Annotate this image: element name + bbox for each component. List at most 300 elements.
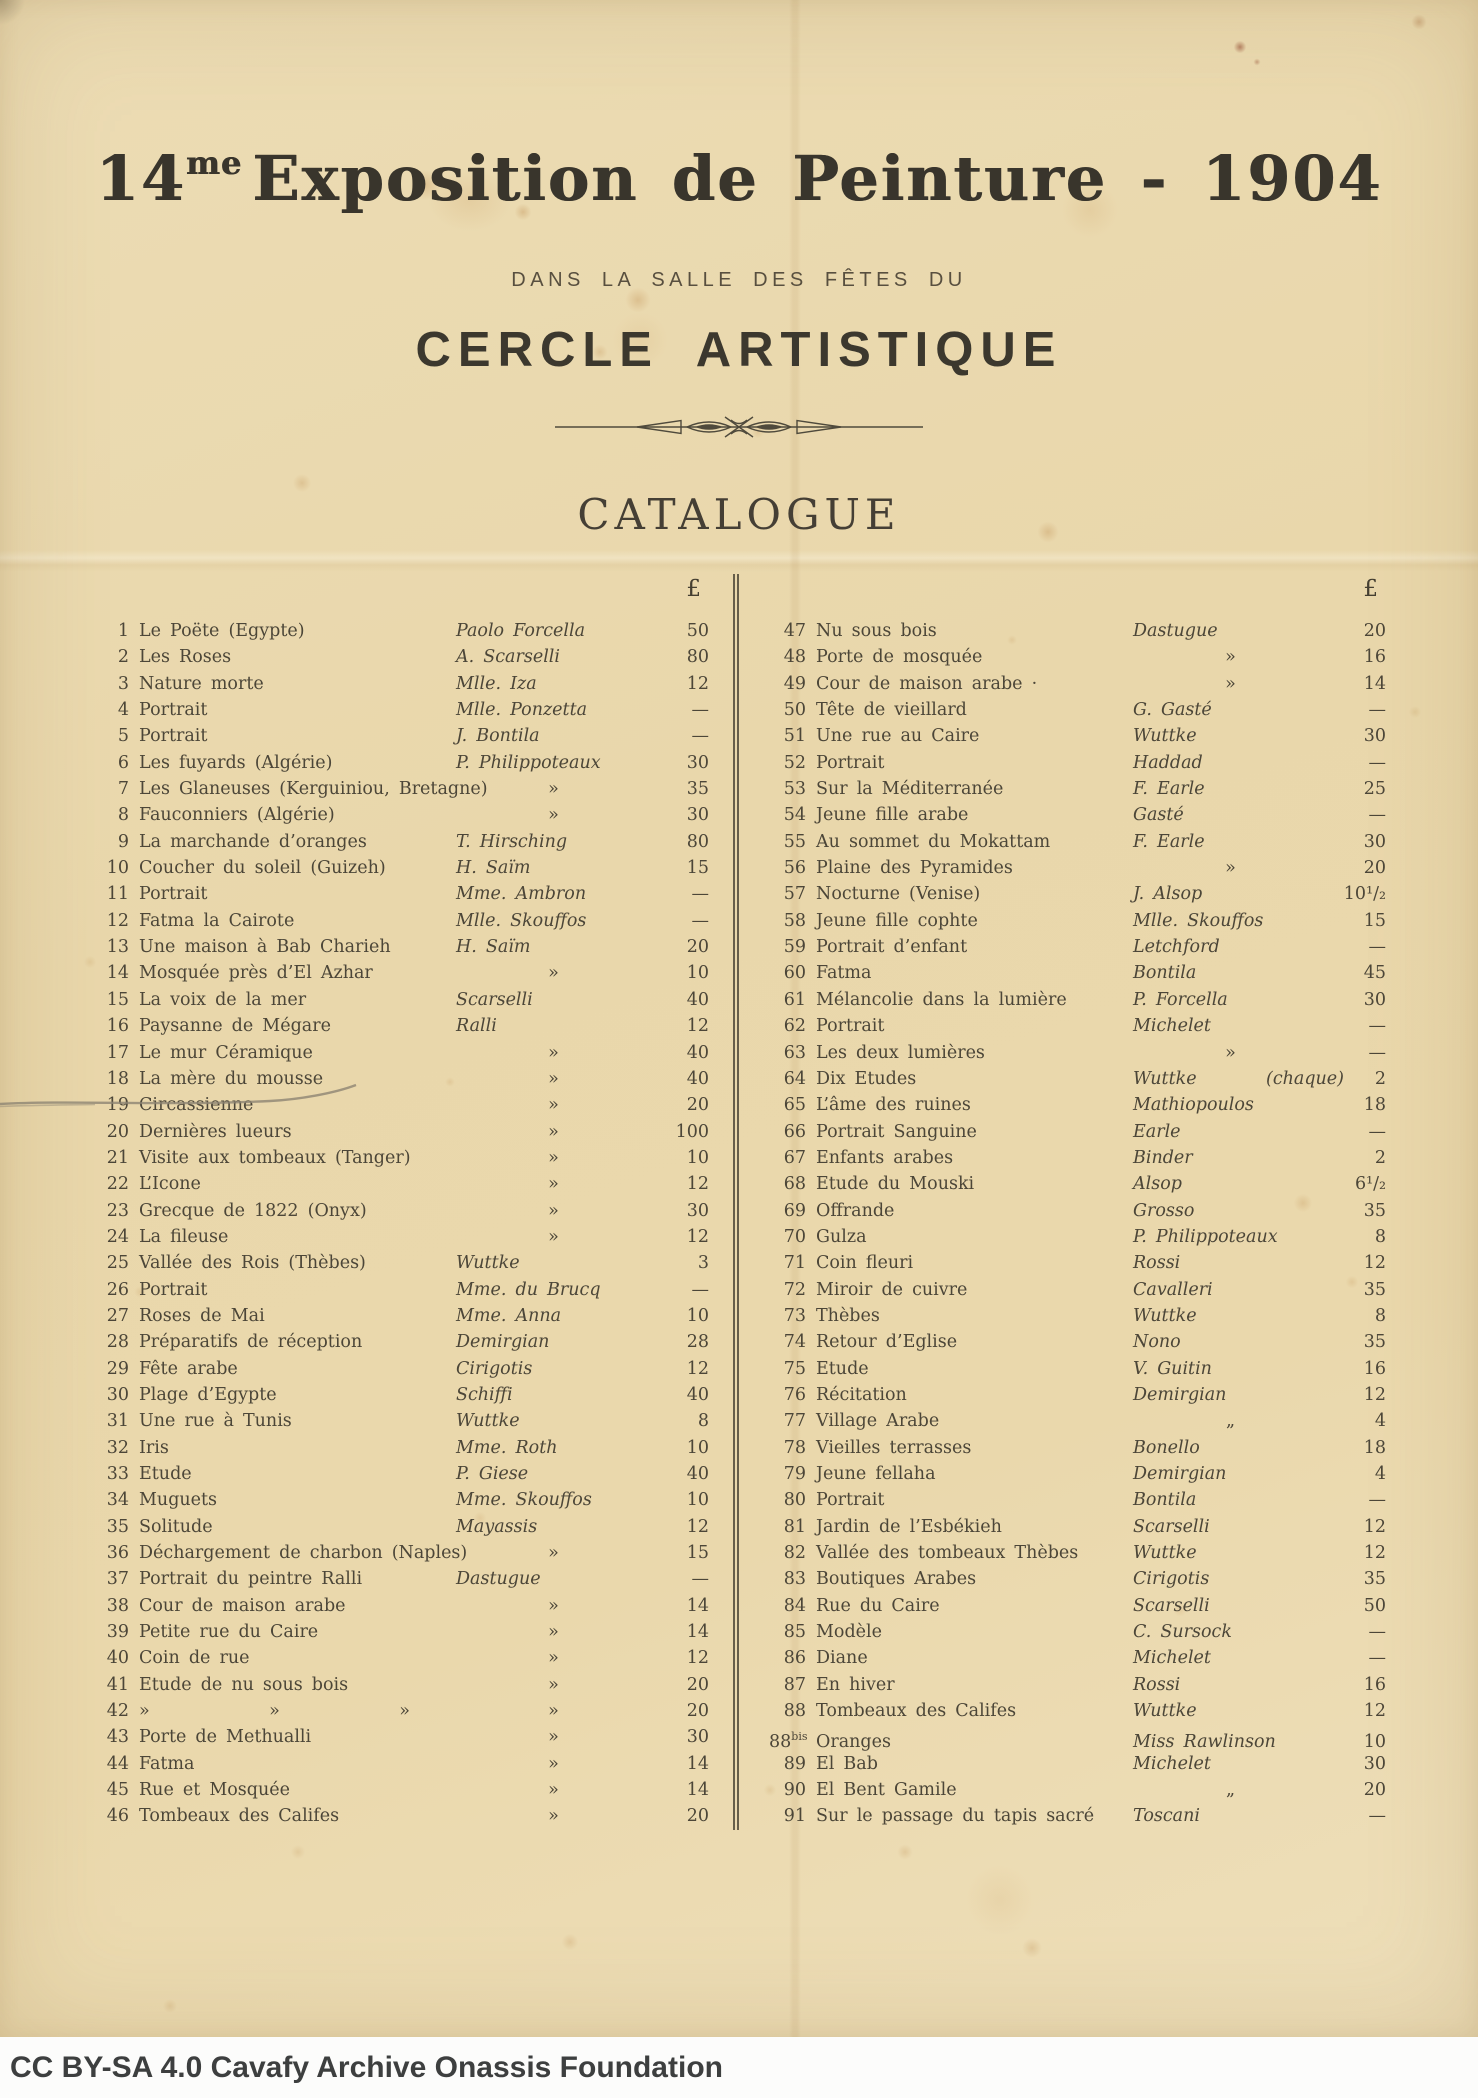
entry-artist [1133, 1619, 1328, 1645]
entry-title: Portrait [139, 700, 208, 721]
entry-artist [1133, 697, 1328, 723]
title-text: Exposition de Peinture - 1904 [252, 142, 1383, 215]
entry-artist [456, 1277, 651, 1303]
entry-title: Fatma [139, 1753, 195, 1774]
catalog-entry [769, 881, 1386, 907]
entry-artist: » [548, 1226, 559, 1247]
entry-number: 36 [106, 1543, 129, 1564]
entry-title: Cour de maison arabe [139, 1595, 346, 1616]
entry-title: Coin de rue [139, 1648, 250, 1669]
entry-title: Coucher du soleil (Guizeh) [139, 858, 386, 879]
entry-title: Plage d’Egypte [139, 1384, 277, 1405]
entry-price: 30 [1363, 989, 1386, 1010]
entry-title: Miroir de cuivre [816, 1279, 968, 1300]
artist-name: Bontila [1133, 1490, 1197, 1511]
catalog-entry [92, 644, 709, 670]
entry-artist [456, 1408, 651, 1434]
artist-name: Michelet [1133, 1753, 1211, 1774]
entry-price: 14 [686, 1753, 709, 1774]
entry-price: — [1368, 1622, 1386, 1643]
artist-name: Mme. Ambron [456, 884, 587, 905]
entry-artist: » [548, 1622, 559, 1643]
entry-number: 85 [783, 1622, 806, 1643]
entry-artist: » [1225, 647, 1236, 668]
entry-artist [456, 1303, 651, 1329]
entry-price: 16 [1363, 1674, 1386, 1695]
entry-artist [1133, 723, 1328, 749]
entry-title: Rue et Mosquée [139, 1780, 290, 1801]
entry-artist [1133, 1382, 1328, 1408]
catalog-entry [92, 1329, 709, 1355]
catalog-entry [769, 1540, 1386, 1566]
entry-artist [1133, 1303, 1328, 1329]
entry-title: Solitude [139, 1516, 213, 1537]
entry-price: 8 [697, 1411, 709, 1432]
artist-name: H. Saïm [456, 937, 531, 958]
entry-title: Vallée des Rois (Thèbes) [139, 1253, 366, 1274]
entry-title: Portrait [816, 1016, 885, 1037]
artist-name: Wuttke [1133, 1701, 1197, 1722]
artist-name: C. Sursock [1133, 1622, 1232, 1643]
entry-number: 21 [106, 1147, 129, 1168]
entry-artist [456, 723, 651, 749]
artist-name: Bonello [1133, 1437, 1200, 1458]
entry-price: 10 [686, 1147, 709, 1168]
attribution-text: CC BY-SA 4.0 Cavafy Archive Onassis Foundation [10, 2050, 723, 2084]
entry-price: 2 [1374, 1147, 1386, 1168]
entry-number: 17 [106, 1042, 129, 1063]
entry-title: Fête arabe [139, 1358, 238, 1379]
entry-title: Oranges [816, 1732, 891, 1753]
catalog-entry [92, 1514, 709, 1540]
entry-artist [1133, 1672, 1328, 1698]
catalog-entry [92, 671, 709, 697]
catalog-entry [769, 1408, 1386, 1434]
entry-price: 10 [1363, 1732, 1386, 1753]
catalog-entry [769, 1566, 1386, 1592]
catalogue-column-right [739, 574, 1386, 1830]
entry-price: 10 [686, 1490, 709, 1511]
entry-number: 52 [783, 752, 806, 773]
catalog-entry [769, 1119, 1386, 1145]
catalog-entry [769, 644, 1386, 670]
entry-number: 73 [783, 1305, 806, 1326]
entry-artist: » [548, 1595, 559, 1616]
artist-name: Mlle. Skouffos [1133, 910, 1264, 931]
artist-name: H. Saïm [456, 858, 531, 879]
entry-price: — [1368, 1121, 1386, 1142]
entry-title: Portrait Sanguine [816, 1121, 977, 1142]
entry-price: 6¹/₂ [1354, 1174, 1386, 1195]
entry-number: 65 [783, 1095, 806, 1116]
artist-name: Demirgian [456, 1332, 550, 1353]
entry-price: 30 [686, 1200, 709, 1221]
entry-note: (chaque) [1266, 1068, 1344, 1089]
entry-artist [1133, 1356, 1328, 1382]
entry-artist [1133, 1540, 1328, 1566]
entry-title: Etude [816, 1358, 869, 1379]
entry-artist [456, 855, 651, 881]
catalog-entry [769, 1250, 1386, 1276]
entry-number: 82 [783, 1543, 806, 1564]
entry-artist [456, 1013, 651, 1039]
entry-artist [1133, 1119, 1328, 1145]
entry-price: 12 [686, 1648, 709, 1669]
title-number: 14 [95, 142, 186, 215]
entry-artist [456, 697, 651, 723]
entry-title: Récitation [816, 1384, 907, 1405]
entry-title: Le Poëte (Egypte) [139, 621, 305, 641]
artist-name: Cavalleri [1133, 1279, 1213, 1300]
artist-name: G. Gasté [1133, 700, 1212, 721]
artist-name: Wuttke [1133, 1068, 1197, 1089]
entry-price: 20 [1363, 621, 1386, 641]
artist-name: Cirigotis [456, 1358, 533, 1379]
entry-price: 25 [1363, 779, 1386, 800]
entry-artist [1133, 1145, 1328, 1171]
artist-name: F. Earle [1133, 831, 1205, 852]
entry-title: L’âme des ruines [816, 1095, 971, 1116]
entry-artist: » [548, 1543, 559, 1564]
catalog-entry [769, 1514, 1386, 1540]
artist-name: Nono [1133, 1332, 1181, 1353]
catalog-entry [769, 1803, 1386, 1829]
entry-title: Porte de Methualli [139, 1727, 312, 1748]
entry-number: 56 [783, 858, 806, 879]
artist-name: Grosso [1133, 1200, 1195, 1221]
entry-artist [456, 934, 651, 960]
entry-price: 30 [686, 805, 709, 826]
entry-artist [456, 618, 651, 644]
entry-title: Les Glaneuses (Kerguiniou, Bretagne) [139, 779, 488, 800]
catalog-entry [92, 855, 709, 881]
entry-artist [1133, 829, 1328, 855]
entry-price: 35 [1363, 1200, 1386, 1221]
entry-artist [1133, 881, 1328, 907]
entry-number: 5 [117, 726, 129, 747]
entry-artist [1133, 1461, 1328, 1487]
entry-number: 25 [106, 1253, 129, 1274]
entry-price: — [691, 726, 709, 747]
catalog-entry [92, 829, 709, 855]
catalog-entry [92, 1461, 709, 1487]
entry-price: 15 [686, 1543, 709, 1564]
entry-artist: » [548, 1200, 559, 1221]
entry-number: 77 [783, 1411, 806, 1432]
entry-price: 12 [686, 1174, 709, 1195]
catalog-entry [92, 1224, 709, 1250]
entry-number: 61 [783, 989, 806, 1010]
entry-artist [1133, 960, 1328, 986]
entry-artist: „ [1225, 1780, 1236, 1801]
entry-title: Village Arabe [816, 1411, 940, 1432]
entry-title: Préparatifs de réception [139, 1332, 363, 1353]
catalog-entry [92, 1593, 709, 1619]
entry-number: 55 [783, 831, 806, 852]
entry-price: 15 [686, 858, 709, 879]
entry-title: Gulza [816, 1226, 867, 1247]
catalog-entry [769, 1435, 1386, 1461]
entry-title: Coin fleuri [816, 1253, 914, 1274]
entry-artist: » [548, 805, 559, 826]
catalog-entry [92, 1250, 709, 1276]
catalog-entry [769, 697, 1386, 723]
entry-number: 10 [106, 858, 129, 879]
entry-price: 18 [1363, 1095, 1386, 1116]
entry-artist [1133, 618, 1328, 644]
entry-title: Grecque de 1822 (Onyx) [139, 1200, 367, 1221]
entry-title: Les fuyards (Algérie) [139, 752, 333, 773]
catalog-entry [769, 802, 1386, 828]
entry-number: 7 [117, 779, 129, 800]
entry-number: 15 [106, 989, 129, 1010]
entry-artist: » [548, 1806, 559, 1827]
entry-number: 9 [117, 831, 129, 852]
entry-number: 26 [106, 1279, 129, 1300]
entry-number: 29 [106, 1358, 129, 1379]
entry-title: Circassienne [139, 1095, 254, 1116]
entry-number: 20 [106, 1121, 129, 1142]
catalog-entry [769, 1356, 1386, 1382]
entry-title: Fatma [816, 963, 872, 984]
catalog-entry [769, 1145, 1386, 1171]
entry-title: Vallée des tombeaux Thèbes [816, 1543, 1079, 1564]
catalog-entry [769, 934, 1386, 960]
entry-title: Nu sous bois [816, 621, 937, 641]
catalog-entry [92, 1119, 709, 1145]
entry-price: 12 [1363, 1701, 1386, 1722]
entry-price: 4 [1374, 1464, 1386, 1484]
entry-artist: » [1225, 1042, 1236, 1063]
catalog-entry [769, 1013, 1386, 1039]
entry-title: Jeune fille arabe [816, 805, 969, 826]
entry-artist [1133, 908, 1328, 934]
artist-name: Alsop [1133, 1174, 1182, 1195]
entry-price: 12 [1363, 1384, 1386, 1405]
entry-price: — [1368, 937, 1386, 958]
entry-price: 16 [1363, 1358, 1386, 1379]
catalog-entry [92, 1698, 709, 1724]
catalog-entry [769, 776, 1386, 802]
entry-artist [456, 1329, 651, 1355]
catalog-entry [92, 1619, 709, 1645]
entry-number: 34 [106, 1490, 129, 1511]
catalog-entry [92, 618, 709, 644]
entry-price: 20 [1363, 858, 1386, 879]
artist-name: Dastugue [456, 1569, 541, 1590]
catalog-entry [769, 1171, 1386, 1197]
artist-name: Mayassis [456, 1516, 538, 1537]
catalog-entry [92, 1277, 709, 1303]
artist-name: P. Forcella [1133, 989, 1228, 1010]
entry-price: — [1368, 1042, 1386, 1063]
artist-name: Wuttke [1133, 1543, 1197, 1564]
entry-number: 89 [783, 1753, 806, 1774]
entry-price: 16 [1363, 647, 1386, 668]
entry-title: Etude du Mouski [816, 1174, 975, 1195]
entry-artist [456, 1382, 651, 1408]
entry-artist: » [548, 1674, 559, 1695]
entry-number: $88^{bis}$ [769, 1730, 808, 1753]
entry-number: 18 [106, 1068, 129, 1089]
artist-name: Ralli [456, 1016, 497, 1037]
entry-artist [456, 1487, 651, 1513]
entry-price: 18 [1363, 1437, 1386, 1458]
artist-name: F. Earle [1133, 779, 1205, 800]
entry-price: 3 [697, 1253, 709, 1274]
entry-title: Visite aux tombeaux (Tanger) [139, 1147, 411, 1168]
catalog-entry [769, 1698, 1386, 1724]
entry-number: 67 [783, 1147, 806, 1168]
entry-artist: » [548, 1042, 559, 1063]
catalog-entry [769, 671, 1386, 697]
entry-number: 45 [106, 1780, 129, 1801]
entry-number: 2 [117, 647, 129, 668]
entry-price: 30 [686, 752, 709, 773]
catalog-entry [92, 960, 709, 986]
entry-title: Tombeaux des Califes [816, 1701, 1017, 1722]
entry-price: 12 [1363, 1543, 1386, 1564]
artist-name: Scarselli [1133, 1516, 1210, 1537]
entry-price: 14 [686, 1780, 709, 1801]
entry-artist [1133, 1698, 1328, 1724]
entry-number: 49 [783, 673, 806, 694]
entry-title: Roses de Mai [139, 1305, 265, 1326]
entry-title: Le mur Céramique [139, 1042, 313, 1063]
entry-artist [1133, 1593, 1328, 1619]
entry-number: 39 [106, 1622, 129, 1643]
entry-number: 44 [106, 1753, 129, 1774]
catalog-entry [769, 1619, 1386, 1645]
entry-title: Nocturne (Venise) [816, 884, 981, 905]
entry-number: 74 [783, 1332, 806, 1353]
entry-artist [1133, 1092, 1328, 1118]
entry-title: Portrait [139, 726, 208, 747]
entry-artist [456, 1435, 651, 1461]
artist-name: Mme. du Brucq [456, 1279, 601, 1300]
artist-name: Cirigotis [1133, 1569, 1210, 1590]
entry-title: Déchargement de charbon (Naples) [139, 1543, 468, 1564]
entry-title: Jardin de l’Esbékieh [816, 1516, 1002, 1537]
entry-title: Dix Etudes [816, 1068, 917, 1089]
artist-name: Mlle. Ponzetta [456, 700, 588, 721]
entry-price: 8 [1374, 1226, 1386, 1247]
catalog-entry [769, 750, 1386, 776]
entry-price: 40 [686, 1384, 709, 1405]
entry-number: 88 [783, 1701, 806, 1722]
entry-title: El Bab [816, 1753, 878, 1774]
entry-number: 40 [106, 1648, 129, 1669]
entry-price: 10 [686, 1305, 709, 1326]
entry-title: Fauconniers (Algérie) [139, 805, 335, 826]
catalog-entry [769, 618, 1386, 644]
entry-number: 8 [117, 805, 129, 826]
entry-number: 78 [783, 1437, 806, 1458]
attribution-bar [0, 2037, 1478, 2098]
entry-price: 35 [1363, 1279, 1386, 1300]
entry-price: 12 [686, 1226, 709, 1247]
entry-artist: » [548, 1753, 559, 1774]
artist-name: A. Scarselli [456, 647, 560, 668]
entry-artist [1133, 934, 1328, 960]
entry-number: 75 [783, 1358, 806, 1379]
artist-name: Gasté [1133, 805, 1184, 826]
catalog-entry [92, 1198, 709, 1224]
artist-name: P. Philippoteaux [456, 752, 601, 773]
entry-artist [456, 881, 651, 907]
entry-number: 79 [783, 1464, 806, 1484]
entry-title: Etude [139, 1464, 192, 1484]
entry-number: 57 [783, 884, 806, 905]
title-ordinal: me [185, 144, 243, 182]
entry-price: 12 [686, 1358, 709, 1379]
entry-title: Porte de mosquée [816, 647, 983, 668]
catalog-entry [769, 1751, 1386, 1777]
entry-number: 51 [783, 726, 806, 747]
catalog-entry [769, 1487, 1386, 1513]
entry-price: 50 [686, 621, 709, 641]
entry-price: 20 [686, 1095, 709, 1116]
entry-artist [1133, 1329, 1328, 1355]
artist-name: Mathiopoulos [1133, 1095, 1254, 1116]
catalog-entry [92, 697, 709, 723]
entry-artist [1133, 1013, 1328, 1039]
entry-artist: » [548, 1121, 559, 1142]
entry-number: 76 [783, 1384, 806, 1405]
entry-price: 30 [1363, 1753, 1386, 1774]
entry-number: 69 [783, 1200, 806, 1221]
pencil-underline-annotation [0, 1082, 370, 1112]
entry-number: 33 [106, 1464, 129, 1484]
entry-title: Enfants arabes [816, 1147, 954, 1168]
artist-name: Rossi [1133, 1253, 1181, 1274]
entry-title: Sur la Méditerranée [816, 779, 1004, 800]
entry-title: Portrait [816, 752, 885, 773]
entry-artist [456, 644, 651, 670]
catalog-entry [92, 1356, 709, 1382]
entry-title: Cour de maison arabe · [816, 673, 1038, 694]
entry-number: 3 [117, 673, 129, 694]
entry-number: 41 [106, 1674, 129, 1695]
entry-price: 20 [686, 1806, 709, 1827]
artist-name: Scarselli [1133, 1595, 1210, 1616]
entry-number: 16 [106, 1016, 129, 1037]
catalogue-table [92, 574, 1386, 1830]
entry-price: 35 [1363, 1332, 1386, 1353]
artist-name: Bontila [1133, 963, 1197, 984]
catalog-entry [769, 1645, 1386, 1671]
entry-price: — [1368, 1016, 1386, 1037]
entry-price: 80 [686, 647, 709, 668]
entry-price: 40 [686, 1068, 709, 1089]
entry-title: Une rue à Tunis [139, 1411, 292, 1432]
entry-title: La voix de la mer [139, 989, 307, 1010]
entry-title: Jeune fellaha [816, 1464, 936, 1484]
entry-title: La fileuse [139, 1226, 229, 1247]
entry-price: 14 [1363, 673, 1386, 694]
artist-name: Paolo Forcella [456, 621, 586, 641]
catalog-entry [769, 1303, 1386, 1329]
entry-title: Au sommet du Mokattam [816, 831, 1051, 852]
artist-name: Wuttke [1133, 1305, 1197, 1326]
ditto-mark: » [399, 1701, 410, 1722]
entry-number: 27 [106, 1305, 129, 1326]
entry-number: 46 [106, 1806, 129, 1827]
entry-artist [1133, 1645, 1328, 1671]
catalog-entry [769, 987, 1386, 1013]
entry-price: 12 [1363, 1516, 1386, 1537]
catalog-entry [92, 1040, 709, 1066]
